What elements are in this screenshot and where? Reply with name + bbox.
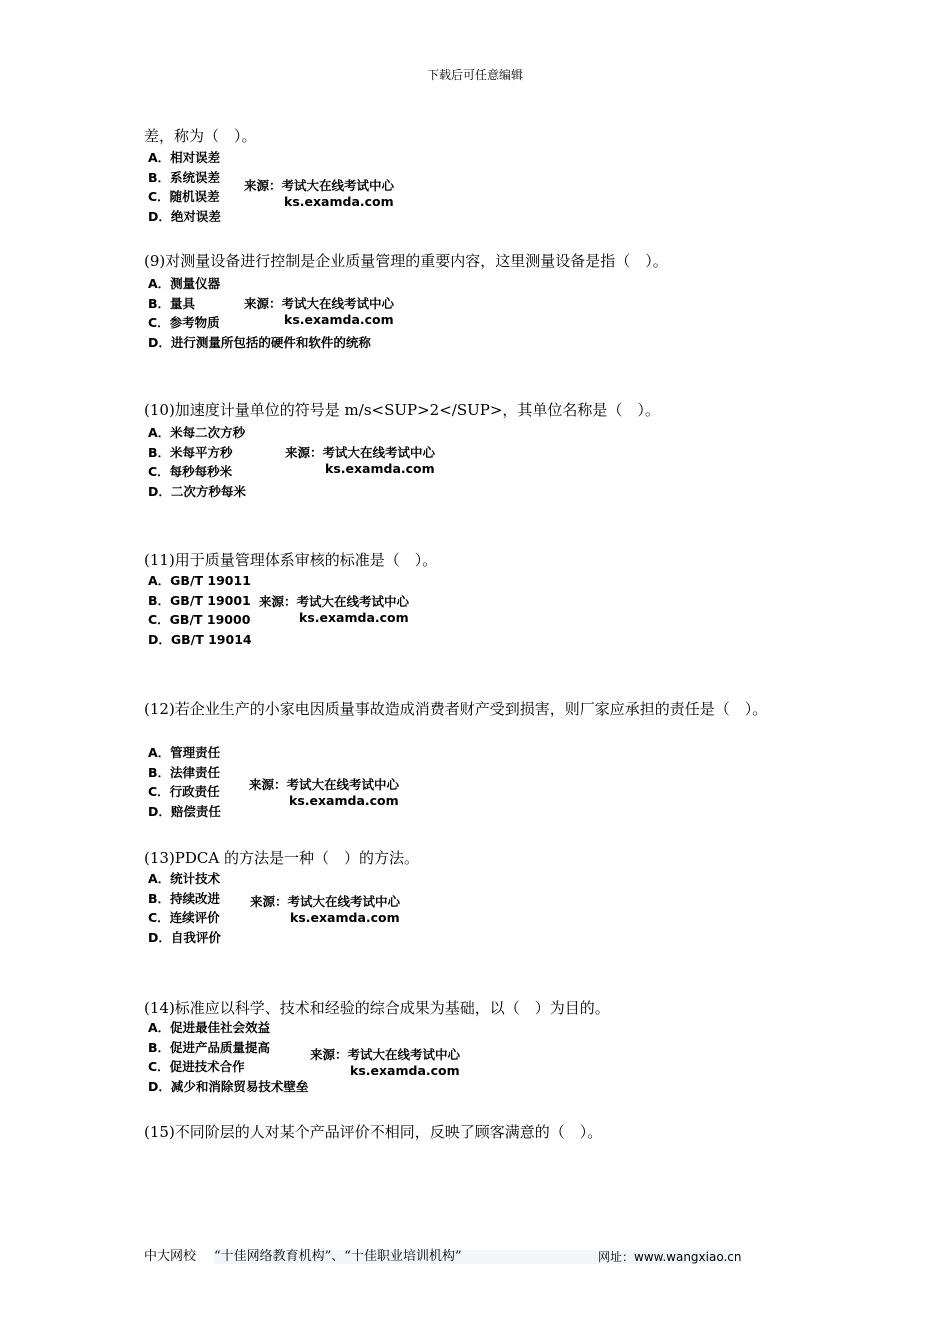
option-b: B．系统误差	[148, 169, 221, 185]
option-list	[148, 571, 252, 649]
watermark-line1: 来源：考试大在线考试中心	[249, 777, 400, 792]
option-list	[148, 148, 221, 226]
option-b: B．GB/T 19001	[148, 592, 251, 608]
option-c: C．随机误差	[148, 189, 220, 204]
watermark-line1: 来源：考试大在线考试中心	[244, 296, 395, 311]
source-watermark	[244, 178, 394, 210]
question-stem: (11)用于质量管理体系审核的标准是（ ）。	[144, 551, 438, 569]
option-c: C．行政责任	[148, 784, 220, 799]
option-b: B．促进产品质量提高	[148, 1039, 271, 1055]
option-c: C．连续评价	[148, 910, 220, 925]
source-watermark	[259, 594, 409, 626]
option-d: D．二次方秒每米	[148, 483, 246, 499]
source-watermark	[249, 777, 399, 809]
question-stem: (15)不同阶层的人对某个产品评价不相同，反映了顾客满意的（ ）。	[144, 1123, 603, 1141]
source-watermark	[244, 296, 394, 328]
option-d: D．赔偿责任	[148, 803, 221, 819]
option-list	[148, 743, 221, 821]
option-d: D．绝对误差	[148, 208, 221, 224]
question-stem: (14)标准应以科学、技术和经验的综合成果为基础，以（ ）为目的。	[144, 999, 610, 1017]
option-a: A．米每二次方秒	[148, 425, 246, 440]
option-a: A．促进最佳社会效益	[148, 1020, 271, 1035]
source-watermark	[285, 445, 435, 477]
option-b: B．米每平方秒	[148, 444, 233, 460]
question-stem: (13)PDCA 的方法是一种（ ）的方法。	[144, 849, 419, 867]
footer-website: 网址：www.wangxiao.cn	[598, 1250, 742, 1264]
option-d: D．进行测量所包括的硬件和软件的统称	[148, 334, 371, 350]
option-a: A．管理责任	[148, 745, 221, 760]
option-a: A．统计技术	[148, 871, 221, 886]
option-b: B．量具	[148, 295, 196, 311]
option-d: D．减少和消除贸易技术壁垒	[148, 1078, 309, 1094]
source-watermark	[310, 1047, 460, 1079]
option-c: C．参考物质	[148, 315, 220, 330]
question-stem: 差，称为（ ）。	[144, 127, 257, 145]
option-list	[148, 1018, 308, 1096]
watermark-url: ks.examda.com	[350, 1063, 460, 1078]
question-stem: (9)对测量设备进行控制是企业质量管理的重要内容，这里测量设备是指（ ）。	[144, 252, 668, 270]
page-header: 下载后可任意编辑	[426, 68, 523, 82]
footer-school-name: 中大网校	[144, 1249, 197, 1264]
watermark-line1: 来源：考试大在线考试中心	[244, 178, 395, 193]
page-footer	[144, 1249, 844, 1265]
option-a: A．测量仪器	[148, 276, 221, 291]
option-c: C．促进技术合作	[148, 1059, 245, 1074]
option-list	[148, 423, 246, 501]
watermark-url: ks.examda.com	[284, 194, 394, 209]
watermark-line1: 来源：考试大在线考试中心	[250, 894, 401, 909]
footer-slogan: “十佳网络教育机构”、“十佳职业培训机构”	[214, 1249, 462, 1264]
source-watermark	[250, 894, 400, 926]
option-b: B．法律责任	[148, 764, 221, 780]
watermark-line1: 来源：考试大在线考试中心	[310, 1047, 461, 1062]
option-d: D．自我评价	[148, 929, 221, 945]
option-d: D．GB/T 19014	[148, 631, 252, 647]
watermark-url: ks.examda.com	[299, 610, 409, 625]
watermark-url: ks.examda.com	[284, 312, 394, 327]
option-a: A．GB/T 19011	[148, 573, 251, 588]
option-b: B．持续改进	[148, 890, 221, 906]
option-list	[148, 869, 221, 947]
watermark-url: ks.examda.com	[290, 910, 400, 925]
watermark-line1: 来源：考试大在线考试中心	[285, 445, 436, 460]
watermark-line1: 来源：考试大在线考试中心	[259, 594, 410, 609]
watermark-url: ks.examda.com	[289, 793, 399, 808]
option-c: C．每秒每秒米	[148, 464, 233, 479]
option-c: C．GB/T 19000	[148, 612, 251, 627]
question-stem: (12)若企业生产的小家电因质量事故造成消费者财产受到损害，则厂家应承担的责任是（ ）。	[144, 700, 768, 718]
option-a: A．相对误差	[148, 150, 221, 165]
watermark-url: ks.examda.com	[325, 461, 435, 476]
question-stem: (10)加速度计量单位的符号是 m/s<SUP>2</SUP>，其单位名称是（ ）。	[144, 401, 660, 419]
